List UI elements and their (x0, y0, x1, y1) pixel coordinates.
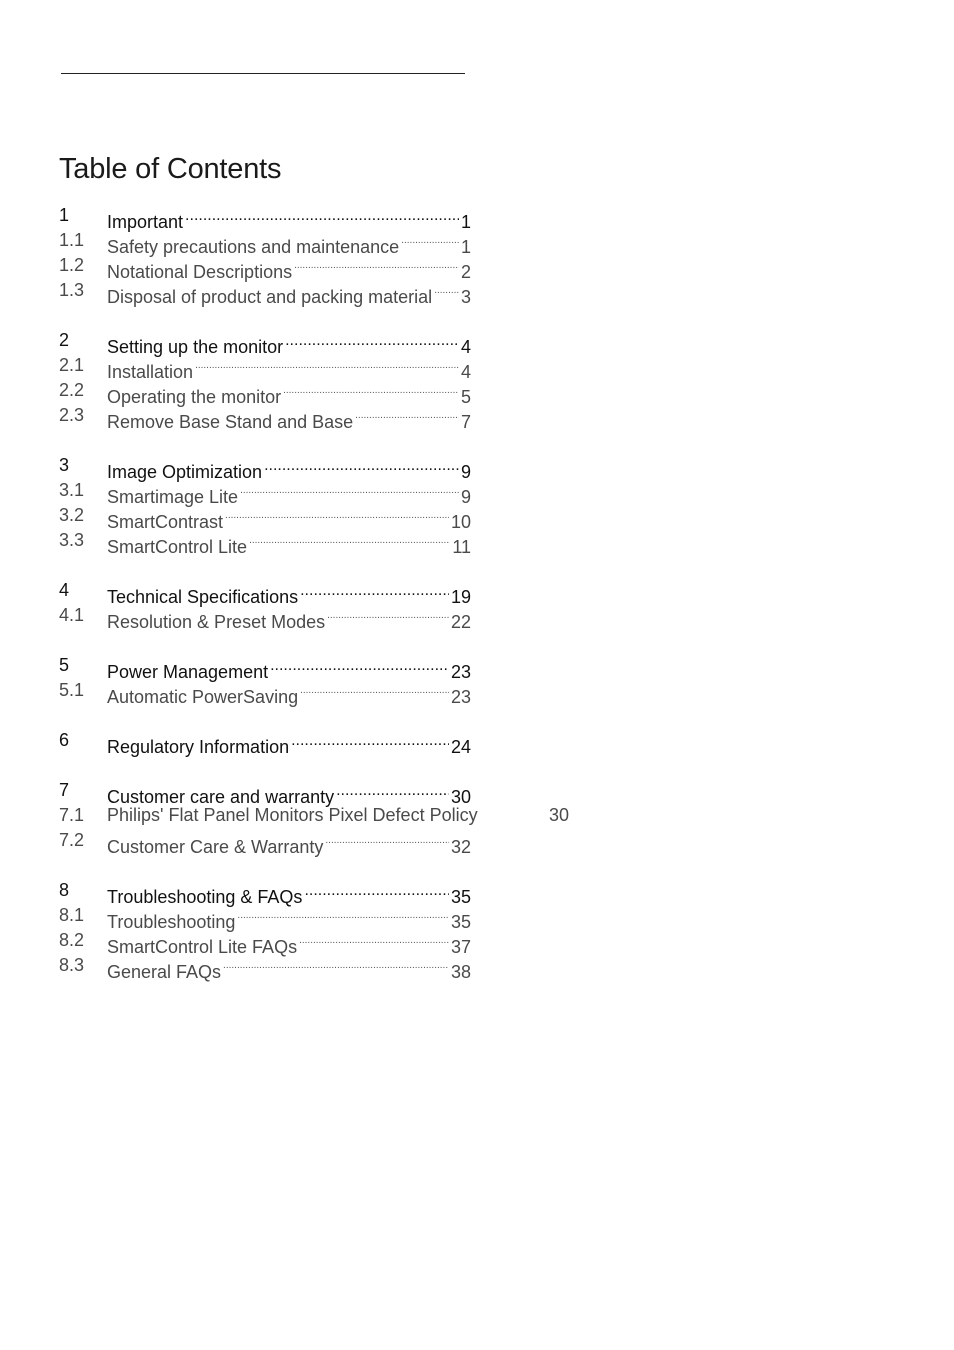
toc-chapter-entry[interactable] (59, 728, 579, 757)
toc-entry-body (107, 678, 471, 710)
toc-entry-body (107, 828, 471, 860)
toc-subsection-entry[interactable] (59, 603, 579, 632)
toc-entry-number: 5 (59, 655, 70, 675)
toc-entry-title: General FAQs (107, 962, 222, 982)
toc-entry-page-number: 30 (450, 787, 471, 807)
toc-subsection-entry[interactable] (59, 503, 579, 532)
toc-entry-body (107, 403, 471, 435)
toc-entry-number: 4.1 (59, 605, 85, 625)
toc-dot-leader (195, 353, 459, 378)
toc-subsection-entry[interactable] (59, 228, 579, 257)
toc-entry-number: 1.3 (59, 280, 85, 300)
toc-dot-leader (285, 328, 459, 353)
toc-entry-body (107, 278, 471, 310)
toc-entry-number: 2.2 (59, 380, 85, 400)
toc-entry-number: 4 (59, 580, 70, 600)
toc-entry-number: 8 (59, 880, 70, 900)
toc-entry-title: Smartimage Lite (107, 487, 239, 507)
toc-entry-body (107, 603, 471, 635)
toc-entry-title: Regulatory Information (107, 737, 290, 757)
toc-entry-number: 3 (59, 455, 70, 475)
toc-entry-page-number: 19 (450, 587, 471, 607)
toc-entry-page-number: 2 (460, 262, 471, 282)
table-of-contents (59, 203, 579, 1003)
toc-subsection-entry[interactable] (59, 353, 579, 382)
toc-subsection-entry[interactable] (59, 278, 579, 307)
toc-entry-number: 2.1 (59, 355, 85, 375)
toc-subsection-entry[interactable] (59, 378, 579, 407)
toc-entry-number: 8.2 (59, 930, 85, 950)
toc-section (59, 453, 579, 557)
toc-dot-leader (225, 503, 449, 528)
toc-entry-page-number: 7 (460, 412, 471, 432)
toc-section (59, 328, 579, 432)
toc-chapter-entry[interactable] (59, 203, 579, 232)
toc-entry-number: 2 (59, 330, 70, 350)
toc-subsection-entry[interactable] (59, 828, 579, 857)
toc-section (59, 728, 579, 757)
toc-entry-number: 1 (59, 205, 70, 225)
toc-entry-title: Notational Descriptions (107, 262, 293, 282)
toc-entry-title: Resolution & Preset Modes (107, 612, 326, 632)
toc-dot-leader (291, 728, 449, 753)
toc-entry-page-number: 23 (450, 687, 471, 707)
toc-entry-page-number: 9 (460, 462, 471, 482)
toc-subsection-entry[interactable] (59, 803, 579, 828)
toc-entry-title: Disposal of product and packing material (107, 287, 433, 307)
toc-entry-page-number: 11 (452, 537, 471, 557)
toc-entry-page-number: 22 (450, 612, 471, 632)
toc-dot-leader (300, 678, 449, 703)
toc-entry-title: SmartControl Lite FAQs (107, 937, 298, 957)
toc-subsection-entry[interactable] (59, 478, 579, 507)
toc-dot-leader (249, 528, 450, 553)
toc-dot-leader (185, 203, 459, 228)
toc-chapter-entry[interactable] (59, 878, 579, 907)
toc-section (59, 878, 579, 982)
toc-entry-title: Customer care and warranty (107, 787, 335, 807)
toc-entry-body (107, 803, 478, 828)
toc-section (59, 778, 579, 857)
toc-dot-leader (327, 603, 449, 628)
toc-dot-leader (237, 903, 449, 928)
toc-entry-number: 3.3 (59, 530, 85, 550)
toc-entry-page-number: 3 (460, 287, 471, 307)
toc-entry-page-number: 38 (450, 962, 471, 982)
toc-entry-title: Troubleshooting (107, 912, 236, 932)
toc-entry-page-number: 30 (549, 805, 570, 825)
toc-entry-number: 7.2 (59, 830, 85, 850)
toc-subsection-entry[interactable] (59, 528, 579, 557)
toc-entry-title: SmartContrast (107, 512, 224, 532)
toc-chapter-entry[interactable] (59, 578, 579, 607)
toc-entry-page-number: 4 (460, 362, 471, 382)
toc-entry-title: Philips' Flat Panel Monitors Pixel Defect Policy (107, 805, 478, 825)
toc-entry-number: 6 (59, 730, 70, 750)
toc-entry-page-number: 37 (450, 937, 471, 957)
toc-entry-title: Installation (107, 362, 194, 382)
toc-subsection-entry[interactable] (59, 403, 579, 432)
toc-dot-leader (300, 578, 449, 603)
toc-entry-number: 3.2 (59, 505, 85, 525)
toc-entry-body (107, 953, 471, 985)
toc-dot-leader (355, 403, 459, 428)
toc-subsection-entry[interactable] (59, 903, 579, 932)
toc-entry-title: Image Optimization (107, 462, 263, 482)
toc-entry-page-number: 32 (450, 837, 471, 857)
toc-entry-number: 2.3 (59, 405, 85, 425)
toc-entry-title: Customer Care & Warranty (107, 837, 324, 857)
toc-subsection-entry[interactable] (59, 253, 579, 282)
toc-dot-leader (434, 278, 459, 303)
toc-chapter-entry[interactable] (59, 653, 579, 682)
toc-dot-leader (299, 928, 449, 953)
toc-entry-title: Important (107, 212, 184, 232)
toc-entry-number: 1.1 (59, 230, 85, 250)
page-title: Table of Contents (59, 153, 282, 185)
toc-entry-page-number: 35 (450, 912, 471, 932)
toc-entry-title: Safety precautions and maintenance (107, 237, 400, 257)
toc-entry-title: Troubleshooting & FAQs (107, 887, 303, 907)
toc-entry-number: 8.1 (59, 905, 85, 925)
toc-subsection-entry[interactable] (59, 953, 579, 982)
toc-dot-leader (304, 878, 449, 903)
toc-dot-leader (240, 478, 459, 503)
toc-entry-page-number: 9 (460, 487, 471, 507)
toc-entry-page-number: 1 (460, 212, 471, 232)
toc-entry-page-number: 1 (460, 237, 471, 257)
toc-subsection-entry[interactable] (59, 678, 579, 707)
toc-chapter-entry[interactable] (59, 453, 579, 482)
toc-dot-leader (336, 778, 449, 803)
toc-entry-title: Automatic PowerSaving (107, 687, 299, 707)
toc-entry-title: Technical Specifications (107, 587, 299, 607)
toc-entry-page-number: 4 (460, 337, 471, 357)
toc-section (59, 203, 579, 307)
toc-chapter-entry[interactable] (59, 328, 579, 357)
toc-section (59, 578, 579, 632)
toc-entry-body (107, 528, 471, 560)
toc-dot-leader (283, 378, 459, 403)
toc-entry-title: Setting up the monitor (107, 337, 284, 357)
toc-entry-page-number: 23 (450, 662, 471, 682)
toc-entry-number: 5.1 (59, 680, 85, 700)
toc-entry-title: Power Management (107, 662, 269, 682)
toc-dot-leader (264, 453, 459, 478)
toc-section (59, 653, 579, 707)
toc-entry-page-number: 24 (450, 737, 471, 757)
toc-entry-title: Operating the monitor (107, 387, 282, 407)
toc-entry-page-number: 5 (460, 387, 471, 407)
toc-dot-leader (294, 253, 459, 278)
toc-dot-leader (325, 828, 449, 853)
toc-entry-page-number: 10 (450, 512, 471, 532)
toc-dot-leader (223, 953, 449, 978)
toc-subsection-entry[interactable] (59, 928, 579, 957)
header-rule (61, 73, 465, 74)
toc-entry-title: SmartControl Lite (107, 537, 248, 557)
toc-entry-number: 3.1 (59, 480, 85, 500)
toc-entry-page-number: 35 (450, 887, 471, 907)
toc-entry-body (107, 728, 471, 760)
toc-entry-number: 7.1 (59, 805, 85, 825)
toc-entry-number: 7 (59, 780, 70, 800)
toc-chapter-entry[interactable] (59, 778, 579, 807)
toc-entry-title: Remove Base Stand and Base (107, 412, 354, 432)
toc-entry-number: 8.3 (59, 955, 85, 975)
toc-entry-number: 1.2 (59, 255, 85, 275)
toc-dot-leader (270, 653, 449, 678)
toc-dot-leader (401, 228, 459, 253)
